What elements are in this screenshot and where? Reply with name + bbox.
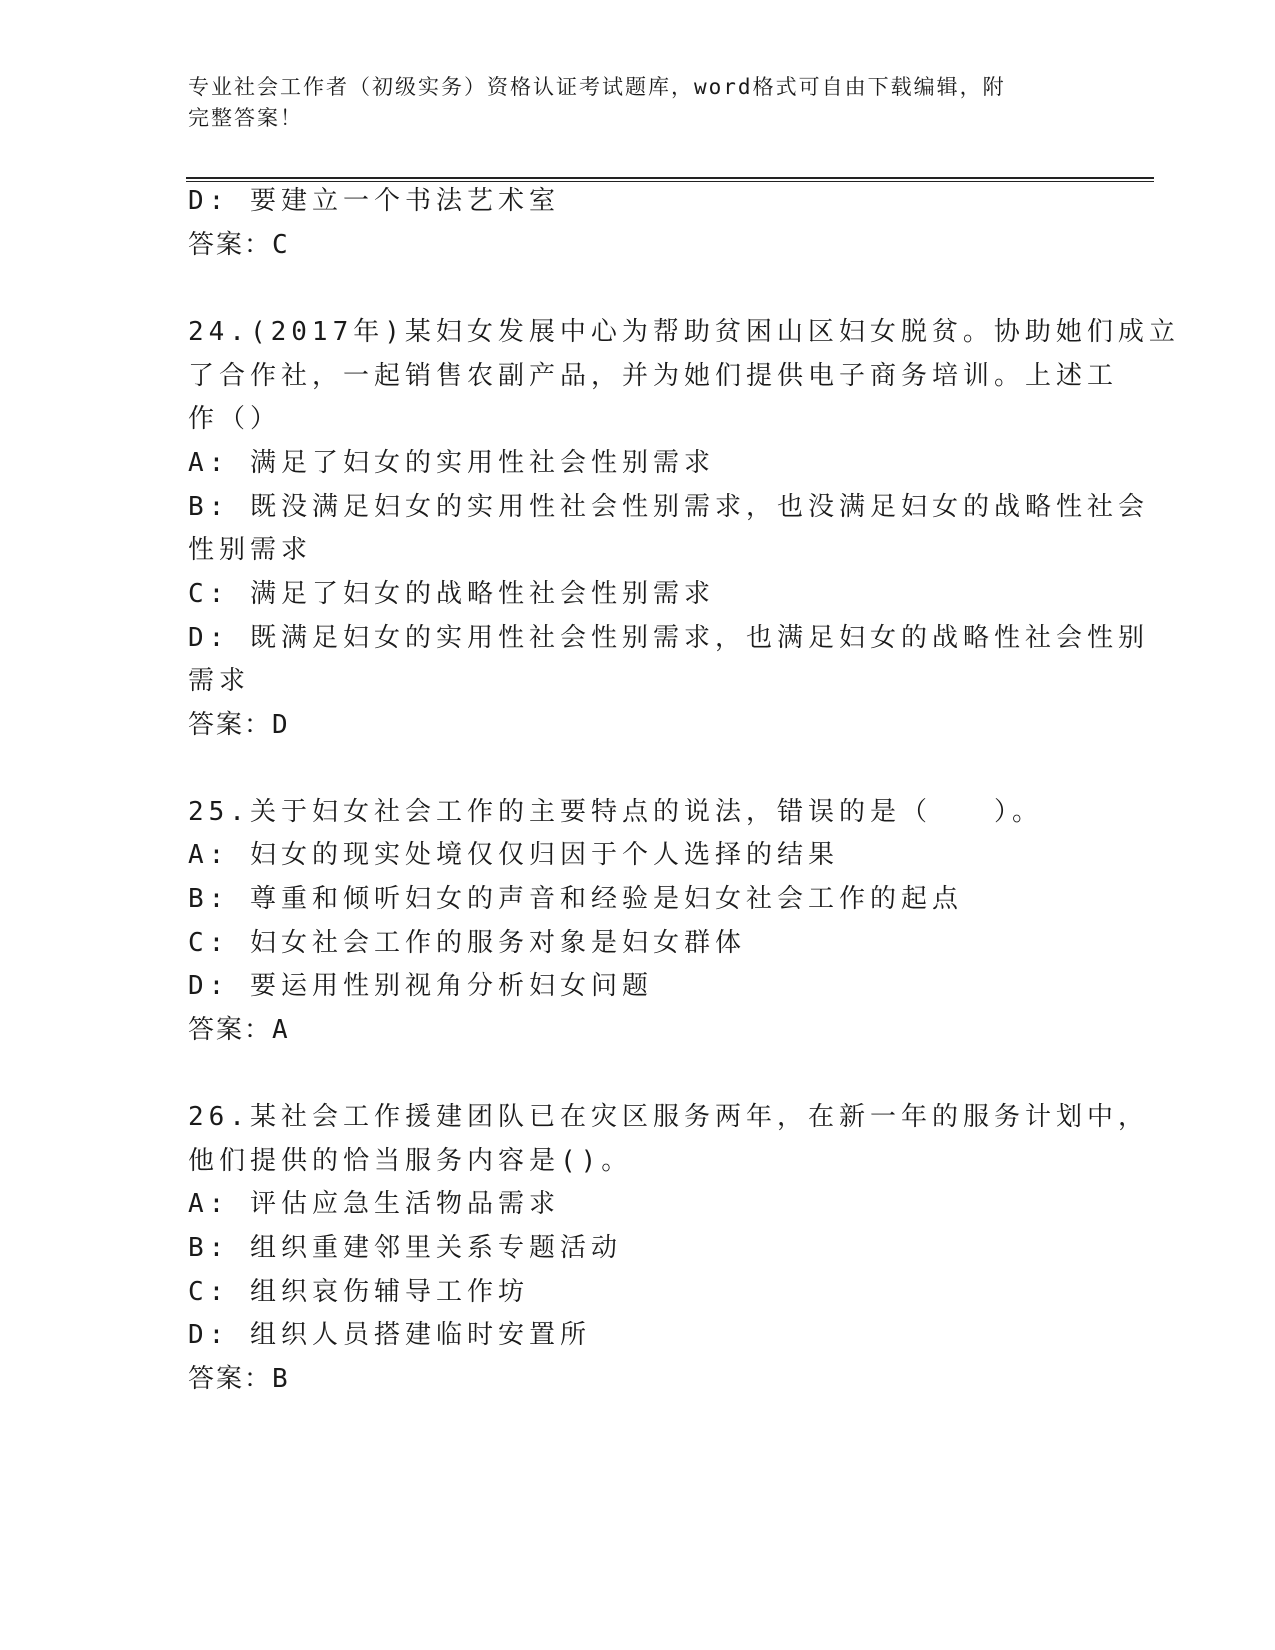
header-line-1: 专业社会工作者（初级实务）资格认证考试题库，word格式可自由下载编辑，附 [188,75,1006,99]
option-c: C: 妇女社会工作的服务对象是妇女群体 [188,928,746,958]
option-d: D: 组织人员搭建临时安置所 [188,1320,591,1350]
question-26-line-1: 26.某社会工作援建团队已在灾区服务两年，在新一年的服务计划中， [188,1102,1149,1132]
option-a: A: 满足了妇女的实用性社会性别需求 [188,448,715,478]
question-24-line-3: 作（） [188,404,282,434]
option-c: C: 组织哀伤辅导工作坊 [188,1277,529,1307]
question-24-line-1: 24.(2017年)某妇女发展中心为帮助贫困山区妇女脱贫。协助她们成立 [188,317,1180,347]
page-header [188,72,1088,134]
option-d-cont: 需求 [188,666,251,696]
answer: 答案：C [188,230,290,260]
question-26-line-2: 他们提供的恰当服务内容是()。 [188,1146,633,1176]
option-a: A: 评估应急生活物品需求 [188,1189,560,1219]
option-d: D: 要建立一个书法艺术室 [188,186,560,216]
answer: 答案：A [188,1015,290,1045]
option-b-cont: 性别需求 [188,535,313,565]
option-d: D: 要运用性别视角分析妇女问题 [188,971,653,1001]
option-d: D: 既满足妇女的实用性社会性别需求，也满足妇女的战略性社会性别 [188,623,1149,653]
question-24-line-2: 了合作社，一起销售农副产品，并为她们提供电子商务培训。上述工 [188,361,1119,391]
header-line-2: 完整答案！ [188,106,303,130]
answer: 答案：D [188,710,290,740]
option-a: A: 妇女的现实处境仅仅归因于个人选择的结果 [188,840,839,870]
option-b: B: 尊重和倾听妇女的声音和经验是妇女社会工作的起点 [188,884,963,914]
answer: 答案：B [188,1364,290,1394]
option-b: B: 既没满足妇女的实用性社会性别需求，也没满足妇女的战略性社会 [188,492,1149,522]
option-b: B: 组织重建邻里关系专题活动 [188,1233,622,1263]
question-25: 25.关于妇女社会工作的主要特点的说法，错误的是（ ）。 [188,797,1043,827]
option-c: C: 满足了妇女的战略性社会性别需求 [188,579,715,609]
